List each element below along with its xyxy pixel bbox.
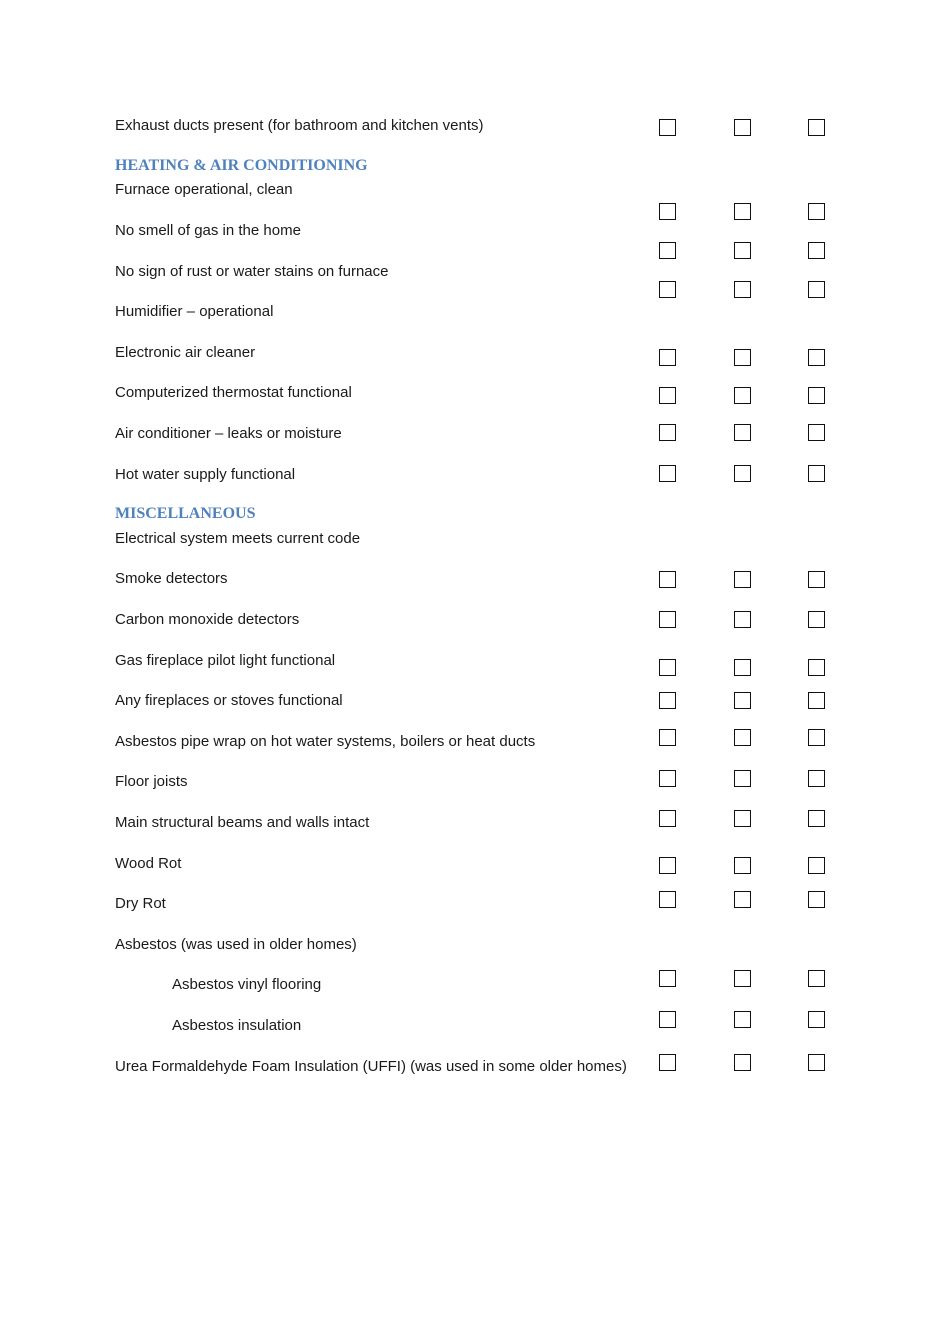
checkbox[interactable] (734, 810, 751, 827)
checkbox[interactable] (808, 424, 825, 441)
checkbox[interactable] (734, 1011, 751, 1028)
checkbox[interactable] (734, 571, 751, 588)
item-uffi: Urea Formaldehyde Foam Insulation (UFFI) (was used in some older homes) (115, 1058, 627, 1075)
checkbox[interactable] (734, 659, 751, 676)
checkbox[interactable] (659, 857, 676, 874)
checkbox[interactable] (659, 692, 676, 709)
item-electrical: Electrical system meets current code (115, 530, 361, 547)
checkbox[interactable] (659, 119, 676, 136)
item-asbestos-insulation: Asbestos insulation (172, 1017, 302, 1034)
checkbox[interactable] (734, 387, 751, 404)
checkbox[interactable] (734, 465, 751, 482)
checkbox[interactable] (734, 891, 751, 908)
checkbox[interactable] (659, 242, 676, 259)
checkbox[interactable] (734, 119, 751, 136)
checkbox[interactable] (659, 203, 676, 220)
item-gas-fireplace: Gas fireplace pilot light functional (115, 652, 336, 669)
checkbox[interactable] (808, 770, 825, 787)
checkbox[interactable] (659, 770, 676, 787)
checkbox[interactable] (734, 203, 751, 220)
checkbox[interactable] (659, 970, 676, 987)
item-furnace-rust: No sign of rust or water stains on furnace (115, 263, 389, 280)
checkbox[interactable] (659, 1011, 676, 1028)
item-smoke-detectors: Smoke detectors (115, 570, 228, 587)
checkbox[interactable] (659, 281, 676, 298)
checkbox[interactable] (808, 465, 825, 482)
checkbox[interactable] (808, 1054, 825, 1071)
checkbox[interactable] (808, 970, 825, 987)
checkbox[interactable] (808, 281, 825, 298)
checkbox[interactable] (659, 891, 676, 908)
item-co-detectors: Carbon monoxide detectors (115, 611, 300, 628)
section-heading-heating: HEATING & AIR CONDITIONING (115, 157, 368, 174)
item-humidifier: Humidifier – operational (115, 303, 274, 320)
checkbox[interactable] (659, 424, 676, 441)
checkbox[interactable] (659, 571, 676, 588)
item-air-conditioner: Air conditioner – leaks or moisture (115, 425, 342, 442)
checkbox[interactable] (808, 387, 825, 404)
item-wood-rot: Wood Rot (115, 855, 182, 872)
checkbox[interactable] (808, 857, 825, 874)
item-fireplaces-stoves: Any fireplaces or stoves functional (115, 692, 343, 709)
checkbox[interactable] (659, 465, 676, 482)
checkbox[interactable] (808, 119, 825, 136)
checkbox[interactable] (808, 349, 825, 366)
checkbox[interactable] (734, 692, 751, 709)
checkbox[interactable] (808, 659, 825, 676)
checkbox[interactable] (808, 729, 825, 746)
item-asbestos-vinyl: Asbestos vinyl flooring (172, 976, 322, 993)
checkbox[interactable] (734, 349, 751, 366)
item-hot-water: Hot water supply functional (115, 466, 296, 483)
item-beams-walls: Main structural beams and walls intact (115, 814, 370, 831)
checkbox[interactable] (659, 810, 676, 827)
checkbox[interactable] (808, 611, 825, 628)
item-air-cleaner: Electronic air cleaner (115, 344, 256, 361)
item-dry-rot: Dry Rot (115, 895, 166, 912)
checkbox[interactable] (659, 611, 676, 628)
item-furnace: Furnace operational, clean (115, 181, 293, 198)
checkbox[interactable] (808, 203, 825, 220)
checkbox[interactable] (808, 1011, 825, 1028)
checkbox[interactable] (734, 770, 751, 787)
checkbox[interactable] (808, 891, 825, 908)
checkbox[interactable] (808, 571, 825, 588)
checkbox[interactable] (734, 970, 751, 987)
item-asbestos-pipe: Asbestos pipe wrap on hot water systems, boilers or heat ducts (115, 733, 536, 750)
item-floor-joists: Floor joists (115, 773, 188, 790)
checkbox[interactable] (808, 242, 825, 259)
checkbox[interactable] (734, 281, 751, 298)
checkbox[interactable] (734, 857, 751, 874)
checkbox[interactable] (659, 659, 676, 676)
section-heading-misc: MISCELLANEOUS (115, 505, 256, 522)
checkbox[interactable] (734, 424, 751, 441)
item-gas-smell: No smell of gas in the home (115, 222, 301, 239)
item-thermostat: Computerized thermostat functional (115, 384, 352, 401)
checkbox[interactable] (734, 1054, 751, 1071)
checkbox[interactable] (808, 810, 825, 827)
item-asbestos: Asbestos (was used in older homes) (115, 936, 357, 953)
checkbox[interactable] (659, 349, 676, 366)
checkbox[interactable] (734, 242, 751, 259)
checkbox[interactable] (734, 729, 751, 746)
item-exhaust-ducts: Exhaust ducts present (for bathroom and kitchen vents) (115, 117, 484, 134)
checkbox[interactable] (734, 611, 751, 628)
checkbox[interactable] (659, 387, 676, 404)
checkbox[interactable] (659, 729, 676, 746)
checkbox[interactable] (659, 1054, 676, 1071)
checkbox[interactable] (808, 692, 825, 709)
